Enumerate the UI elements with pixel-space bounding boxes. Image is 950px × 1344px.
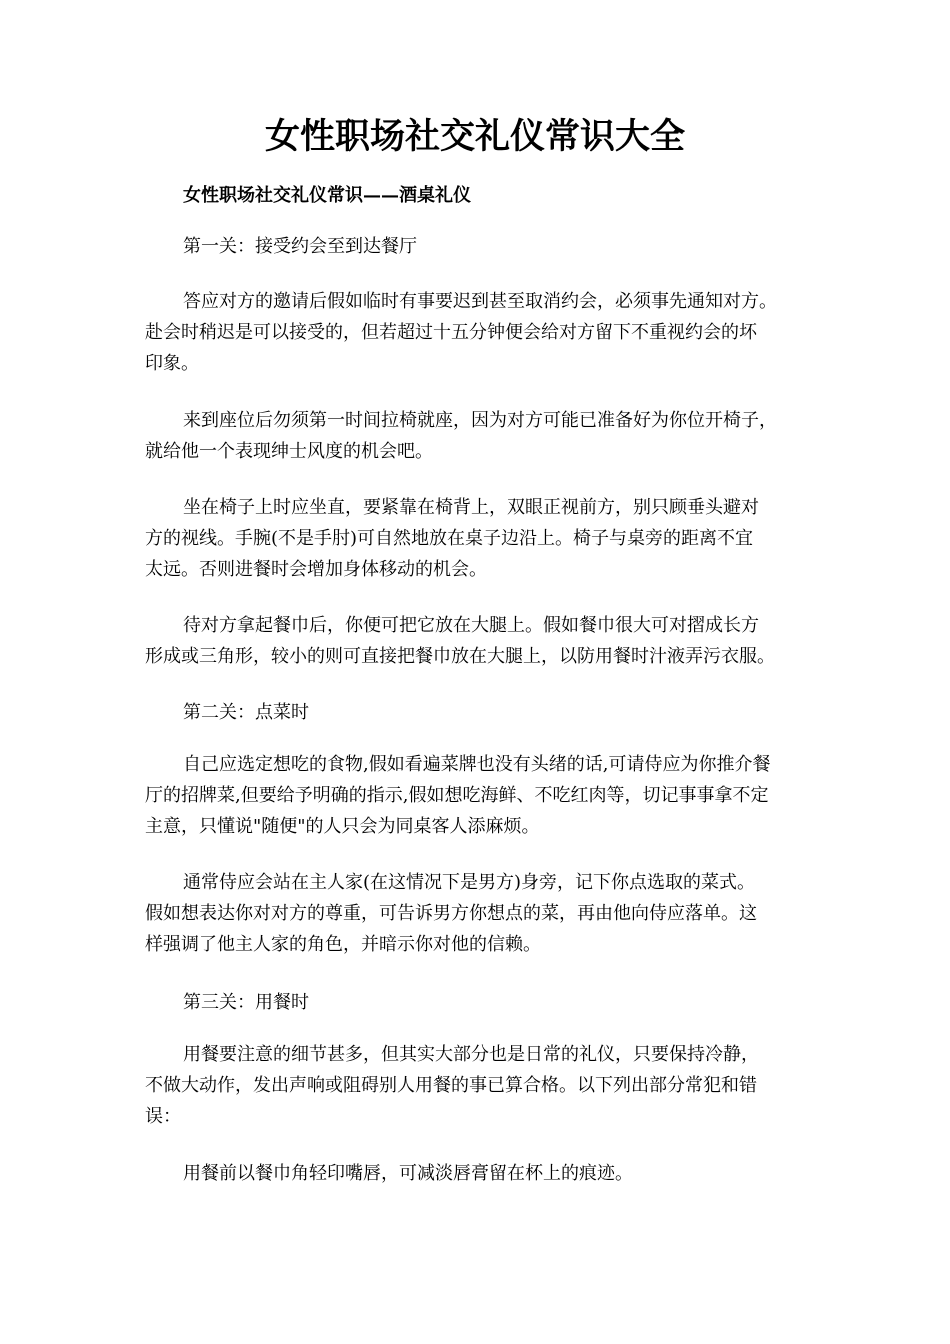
paragraph-line: 不做大动作，发出声响或阻碍别人用餐的事已算合格。以下列出部分常犯和错 — [145, 1075, 757, 1096]
paragraph-line: 印象。 — [145, 353, 199, 374]
paragraph-line: 假如想表达你对对方的尊重，可告诉男方你想点的菜，再由他向侍应落单。这 — [145, 903, 757, 924]
paragraph-line: 误： — [145, 1106, 181, 1127]
paragraph-line: 形成或三角形，较小的则可直接把餐巾放在大腿上，以防用餐时汁液弄污衣服。 — [145, 646, 775, 667]
paragraph-line: 自己应选定想吃的食物,假如看遍菜牌也没有头绪的话,可请侍应为你推介餐 — [183, 754, 771, 775]
paragraph-line: 通常侍应会站在主人家(在这情况下是男方)身旁，记下你点选取的菜式。 — [183, 872, 756, 893]
paragraph-2 — [145, 405, 825, 467]
paragraph-line: 待对方拿起餐巾后，你便可把它放在大腿上。假如餐巾很大可对摺成长方 — [183, 615, 759, 636]
paragraph-line: 厅的招牌菜,但要给予明确的指示,假如想吃海鲜、不吃红肉等，切记事事拿不定 — [145, 785, 769, 806]
paragraph-line: 坐在椅子上时应坐直，要紧靠在椅背上，双眼正视前方，别只顾垂头避对 — [183, 497, 759, 518]
paragraph-8 — [145, 1158, 825, 1189]
paragraph-1 — [145, 286, 825, 379]
section-heading-1: 第一关：接受约会至到达餐厅 — [183, 236, 417, 257]
section-heading-2: 第二关：点菜时 — [183, 702, 309, 723]
paragraph-line: 太远。否则进餐时会增加身体移动的机会。 — [145, 559, 487, 580]
paragraph-line: 用餐前以餐巾角轻印嘴唇，可减淡唇膏留在杯上的痕迹。 — [183, 1163, 633, 1184]
paragraph-line: 答应对方的邀请后假如临时有事要迟到甚至取消约会，必须事先通知对方。 — [183, 291, 777, 312]
document-title: 女性职场社交礼仪常识大全 — [264, 116, 685, 157]
paragraph-6 — [145, 867, 825, 960]
paragraph-line: 主意，只懂说"随便"的人只会为同桌客人添麻烦。 — [145, 816, 540, 837]
paragraph-line: 来到座位后勿须第一时间拉椅就座，因为对方可能已准备好为你位开椅子， — [183, 410, 777, 431]
paragraph-line: 方的视线。手腕(不是手肘)可自然地放在桌子边沿上。椅子与桌旁的距离不宜 — [145, 528, 754, 549]
paragraph-7 — [145, 1039, 825, 1132]
paragraph-line: 赴会时稍迟是可以接受的，但若超过十五分钟便会给对方留下不重视约会的坏 — [145, 322, 757, 343]
paragraph-5 — [145, 749, 825, 842]
paragraph-line: 就给他一个表现绅士风度的机会吧。 — [145, 441, 433, 462]
paragraph-3 — [145, 492, 825, 585]
document-subtitle: 女性职场社交礼仪常识——酒桌礼仪 — [183, 185, 471, 206]
section-heading-3: 第三关：用餐时 — [183, 992, 309, 1013]
paragraph-4 — [145, 610, 825, 672]
paragraph-line: 用餐要注意的细节甚多，但其实大部分也是日常的礼仪，只要保持冷静， — [183, 1044, 759, 1065]
paragraph-line: 样强调了他主人家的角色，并暗示你对他的信赖。 — [145, 934, 541, 955]
